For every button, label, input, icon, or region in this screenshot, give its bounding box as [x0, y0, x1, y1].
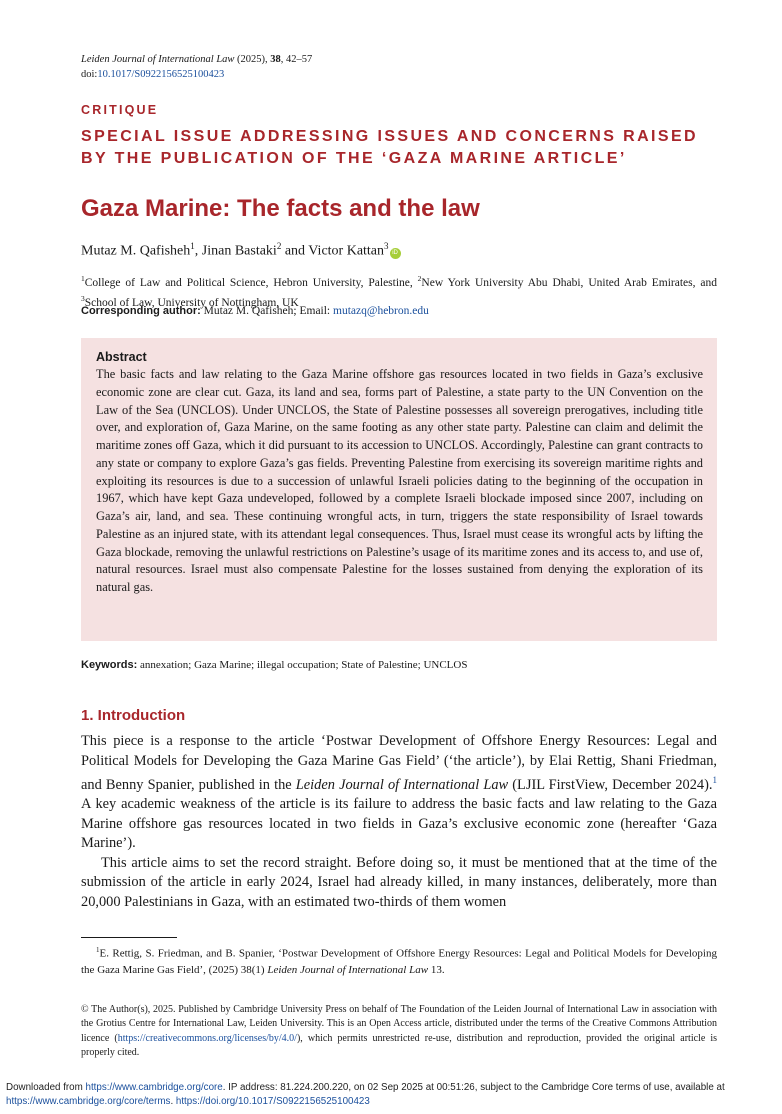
journal-citation	[81, 52, 312, 82]
affil-1-sup: 1	[81, 274, 85, 283]
author-3-sup: 3	[384, 241, 389, 251]
journal-volume: 38	[270, 54, 281, 65]
download-middle: . IP address: 81.224.200.220, on 02 Sep 2025 at 00:51:26, subject to the Cambridge Core terms of use, available at	[222, 1082, 725, 1093]
abstract-text: The basic facts and law relating to the Gaza Marine offshore gas resources located in two fields in Gaza’s exclusive economic zone are clear cut. Gaza, its land and sea, forms part of Palestine, a state party to the UN Convention on the Law of the Sea (UNCLOS). Under UNCLOS, the State of Palestine possesses all sovereign prerogatives, including title over, and exploration of, Gaza Marine, on the same footing as any other state party. Palestine can claim and delimit the maritime zones off Gaza, which it did pursuant to its accession to UNCLOS. Accordingly, Palestine can grant contracts to any state or company to explore Gaza’s gas fields. Preventing Palestine from exercising its sovereign maritime rights and exploiting its resources is due to a succession of unlawful Israeli policies dating to the beginning of the occupation in 1967, which have kept Gaza undeveloped, followed by a complete Israeli blockade imposed since 2007, including on Gaza’s air, land, and sea. These continuing wrongful acts, in turn, triggers the state responsibility of Israel towards Palestine as an injured state, with its attendant legal consequences. Thus, Israel must cease its wrongful acts by lifting the Gaza blockade, removing the unlawful restrictions on Palestine’s usage of its maritime zones and its access to, and use of, natural resources. Israel must also compensate Palestine for the losses sustained from denying the exploration of its natural gas.	[96, 367, 703, 594]
abstract-heading: Abstract	[96, 350, 147, 364]
author-2-sup: 2	[276, 241, 282, 251]
affil-2: New York University Abu Dhabi, United Arab Emirates, and	[421, 276, 717, 289]
paragraph-1-journal: Leiden Journal of International Law	[295, 776, 509, 793]
journal-line	[81, 52, 312, 67]
footnote-divider	[81, 937, 177, 938]
download-prefix: Downloaded from	[6, 1082, 86, 1093]
footnote-journal: Leiden Journal of International Law	[267, 963, 429, 976]
section-label: CRITIQUE	[81, 103, 159, 117]
journal-pages: , 42–57	[280, 54, 313, 65]
paragraph-1-part-c: A key academic weakness of the article is its failure to address the basic facts and law relating to the Gaza Marine offshore gas resources located in two fields in Gaza’s exclusive economic zone (hereafter ‘Gaza Marine’).	[81, 796, 717, 852]
author-1[interactable]: Mutaz M. Qafisheh	[81, 243, 191, 259]
author-sep-2: and	[281, 243, 309, 259]
special-issue-heading: SPECIAL ISSUE ADDRESSING ISSUES AND CONCERNS RAISED BY THE PUBLICATION OF THE ‘GAZA MARINE ARTICLE’	[81, 128, 699, 167]
author-sep-1: ,	[194, 243, 202, 259]
keywords-text: annexation; Gaza Marine; illegal occupation; State of Palestine; UNCLOS	[137, 659, 468, 671]
introduction-body	[81, 732, 717, 912]
journal-year: (2025),	[237, 54, 268, 65]
journal-name: Leiden Journal of International Law	[81, 54, 235, 65]
footnote-number: 1	[96, 946, 100, 954]
affil-1: College of Law and Political Science, Hebron University, Palestine,	[84, 276, 418, 289]
section-heading-introduction: 1. Introduction	[81, 707, 186, 724]
doi-url-link[interactable]: https://doi.org/10.1017/S0922156525100423	[175, 1095, 370, 1107]
corresponding-author	[81, 303, 429, 319]
doi-line	[81, 67, 312, 82]
license-text-b: ), which permits unrestricted re-use, distribution and reproduction, provided the original article is properly cited.	[81, 1032, 718, 1058]
paragraph-1	[81, 732, 717, 854]
cambridge-core-link[interactable]: https://www.cambridge.org/core	[85, 1082, 223, 1093]
footnote-text-b: 13.	[428, 963, 445, 976]
doi-link[interactable]: 10.1017/S0922156525100423	[97, 69, 225, 80]
download-notice	[6, 1081, 776, 1108]
license-statement	[81, 1003, 717, 1060]
paragraph-1-part-a: This piece is a response to the article ‘Postwar Development of Offshore Energy Resources: Legal and Political Models for Developing the Gaza Marine Gas Field’ (‘the article’), by Elai Rettig, Shani Friedman, and Benny Spanier, published in the	[81, 733, 717, 793]
keywords-label: Keywords:	[81, 659, 138, 671]
download-sep: .	[170, 1095, 176, 1107]
affil-2-sup: 2	[417, 274, 422, 283]
keywords	[81, 658, 467, 673]
affil-3: School of Law, University of Nottingham, UK	[84, 296, 299, 309]
corresponding-text: Mutaz M. Qafisheh; Email:	[200, 305, 334, 317]
footnote-text-a: E. Rettig, S. Friedman, and B. Spanier, ‘Postwar Development of Offshore Energy Resources: Legal and Political Models for Developing the Gaza Marine Gas Field’, (2025) 38(1)	[81, 947, 717, 976]
abstract-box	[81, 338, 717, 641]
article-title: Gaza Marine: The facts and the law	[81, 195, 480, 222]
paragraph-2: This article aims to set the record straight. Before doing so, it must be mentioned that at the time of the submission of the article in early 2024, Israel had already killed, in many instances, deliberately, more than 20,000 Palestinians in Gaza, with an estimated two-thirds of them women	[81, 854, 717, 910]
license-link[interactable]: https://creativecommons.org/licenses/by/4.0/	[117, 1032, 297, 1044]
footnote-1	[81, 942, 717, 978]
license-text-a: © The Author(s), 2025. Published by Cambridge University Press on behalf of The Foundation of the Leiden Journal of International Law in association with the Grotius Centre for International Law, Leiden University. This is an Open Access article, distributed under the terms of the Creative Commons Attribution licence (	[81, 1004, 717, 1044]
affil-3-sup: 3	[81, 293, 85, 303]
terms-link[interactable]: https://www.cambridge.org/core/terms	[6, 1095, 171, 1107]
orcid-icon[interactable]: iD	[390, 248, 401, 259]
author-1-sup: 1	[190, 241, 195, 251]
author-3[interactable]: Victor Kattan	[308, 243, 385, 259]
paragraph-1-part-b: (LJIL FirstView, December 2024).	[508, 776, 713, 793]
corresponding-label: Corresponding author:	[81, 305, 201, 317]
doi-label: doi:	[81, 69, 98, 80]
footnote-ref-1[interactable]: 1	[712, 775, 718, 785]
corresponding-email-link[interactable]: mutazq@hebron.edu	[333, 305, 429, 317]
author-2[interactable]: Jinan Bastaki	[201, 243, 277, 259]
authors-line	[81, 241, 401, 260]
